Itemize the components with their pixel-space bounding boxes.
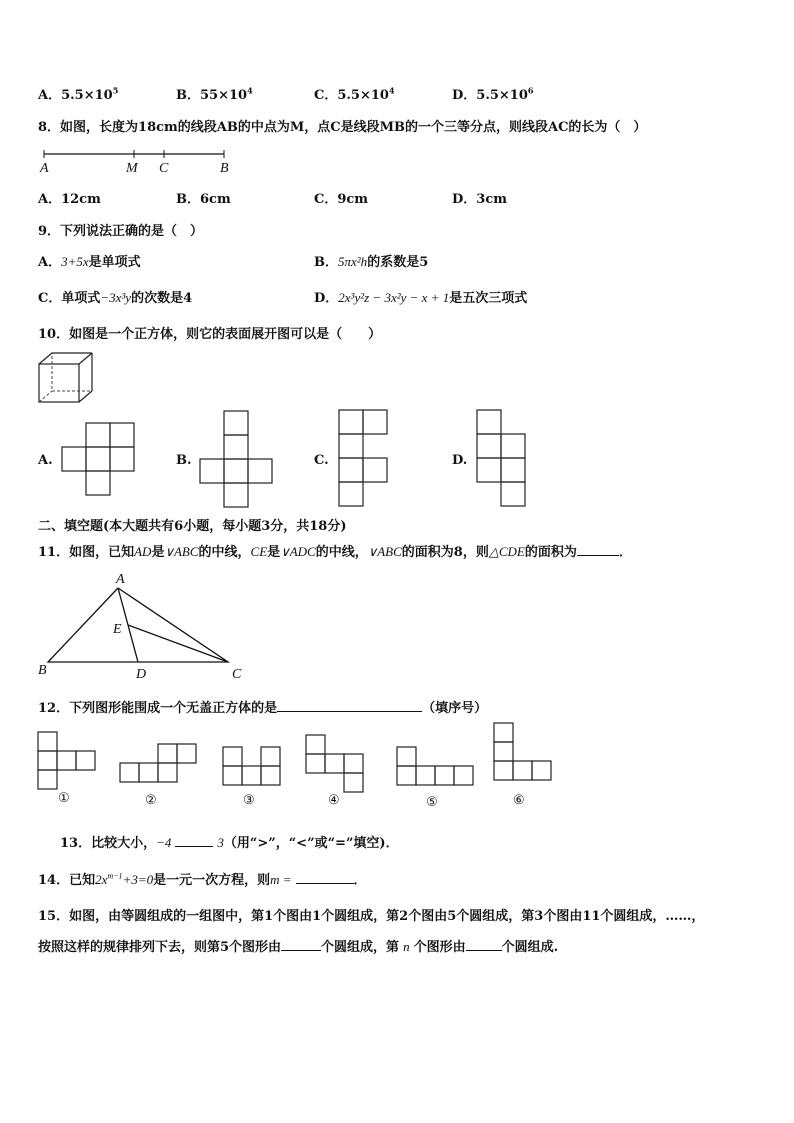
q12-net-6 [494, 723, 554, 783]
q10-option-a-label: A. [38, 453, 53, 468]
q10-net-a [62, 423, 138, 499]
q12-label-1: ① [58, 791, 70, 806]
q12-label-6: ⑥ [513, 793, 525, 808]
q11-triangle-figure [36, 570, 251, 682]
q8-option-a: A．12cm [38, 192, 101, 207]
section-2-heading: 二、填空题(本大题共有6小题，每小题3分，共18分) [38, 519, 347, 534]
q9-stem: 9．下列说法正确的是（ ） [38, 224, 204, 239]
q14-stem: 14．已知$2x^{m-1}+3=0$是一元一次方程，则m = ． [38, 871, 367, 888]
q12-label-4: ④ [328, 793, 340, 808]
q12-net-3 [223, 747, 283, 789]
q10-net-c [339, 410, 391, 510]
q9-option-b: B．5πx²h的系数是5 [314, 254, 429, 270]
q10-net-b [200, 411, 276, 511]
q11-label-b: B [38, 663, 47, 678]
q10-cube-figure [38, 352, 102, 404]
q11-label-d: D [136, 667, 147, 682]
q10-option-d-label: D. [452, 453, 468, 468]
q11-label-c: C [232, 667, 242, 682]
q12-net-5 [397, 747, 475, 789]
q8-label-c: C [159, 161, 169, 176]
q8-label-b: B [220, 161, 229, 176]
q15-line-2: 按照这样的规律排列下去，则第5个图形由 个圆组成，第 n 个图形由 个圆组成. [38, 939, 559, 955]
q12-net-4 [306, 735, 366, 795]
q12-stem: 12．下列图形能围成一个无盖正方体的是 （填序号） [38, 701, 488, 716]
q7-option-a: A．$5.5\times 10^5$ [38, 85, 119, 103]
q7-option-c: C．$5.5\times 10^4$ [314, 85, 395, 103]
q10-net-d [477, 410, 529, 510]
q12-label-2: ② [145, 793, 157, 808]
q10-stem: 10．如图是一个正方体，则它的表面展开图可以是（ ） [38, 327, 382, 342]
q9-option-a: A．3+5x是单项式 [38, 254, 141, 270]
q8-label-a: A [40, 161, 49, 176]
q9-option-c: C．单项式−3x³y的次数是4 [38, 290, 193, 306]
q11-label-a: A [116, 572, 125, 587]
q12-label-3: ③ [243, 793, 255, 808]
q8-option-d: D．3cm [452, 192, 507, 207]
q12-net-1 [38, 732, 98, 792]
q7-option-d: D．$5.5\times 10^6$ [452, 85, 534, 103]
q12-label-5: ⑤ [426, 795, 438, 810]
q7-option-b: B．$55\times 10^4$ [176, 85, 253, 103]
q9-option-d: D．2x³y²z − 3x²y − x + 1是五次三项式 [314, 290, 528, 306]
q11-stem: 11．如图，已知AD是∨ABC的中线，CE是∨ADC的中线，∨ABC的面积为8，则△CDE的面积为 ． [38, 544, 632, 560]
q8-option-c: C．9cm [314, 192, 369, 207]
q8-option-b: B．6cm [176, 192, 231, 207]
q12-net-2 [120, 744, 198, 786]
q13-stem: 13．比较大小，−4 3（用“>”，“<”或“=”填空)． [60, 835, 399, 851]
q10-option-b-label: B. [176, 453, 192, 468]
q15-line-1: 15．如图，由等圆组成的一组图中，第1个图由1个圆组成，第2个图由5个圆组成，第3个图由11个圆组成，……， [38, 909, 705, 924]
q11-label-e: E [113, 622, 122, 637]
q8-segment-diagram [38, 148, 238, 178]
q8-label-m: M [126, 161, 138, 176]
q10-option-c-label: C. [314, 453, 329, 468]
q8-stem: 8．如图，长度为18cm的线段AB的中点为M，点C是线段MB的一个三等分点，则线段AC的长为（ ） [38, 120, 647, 135]
